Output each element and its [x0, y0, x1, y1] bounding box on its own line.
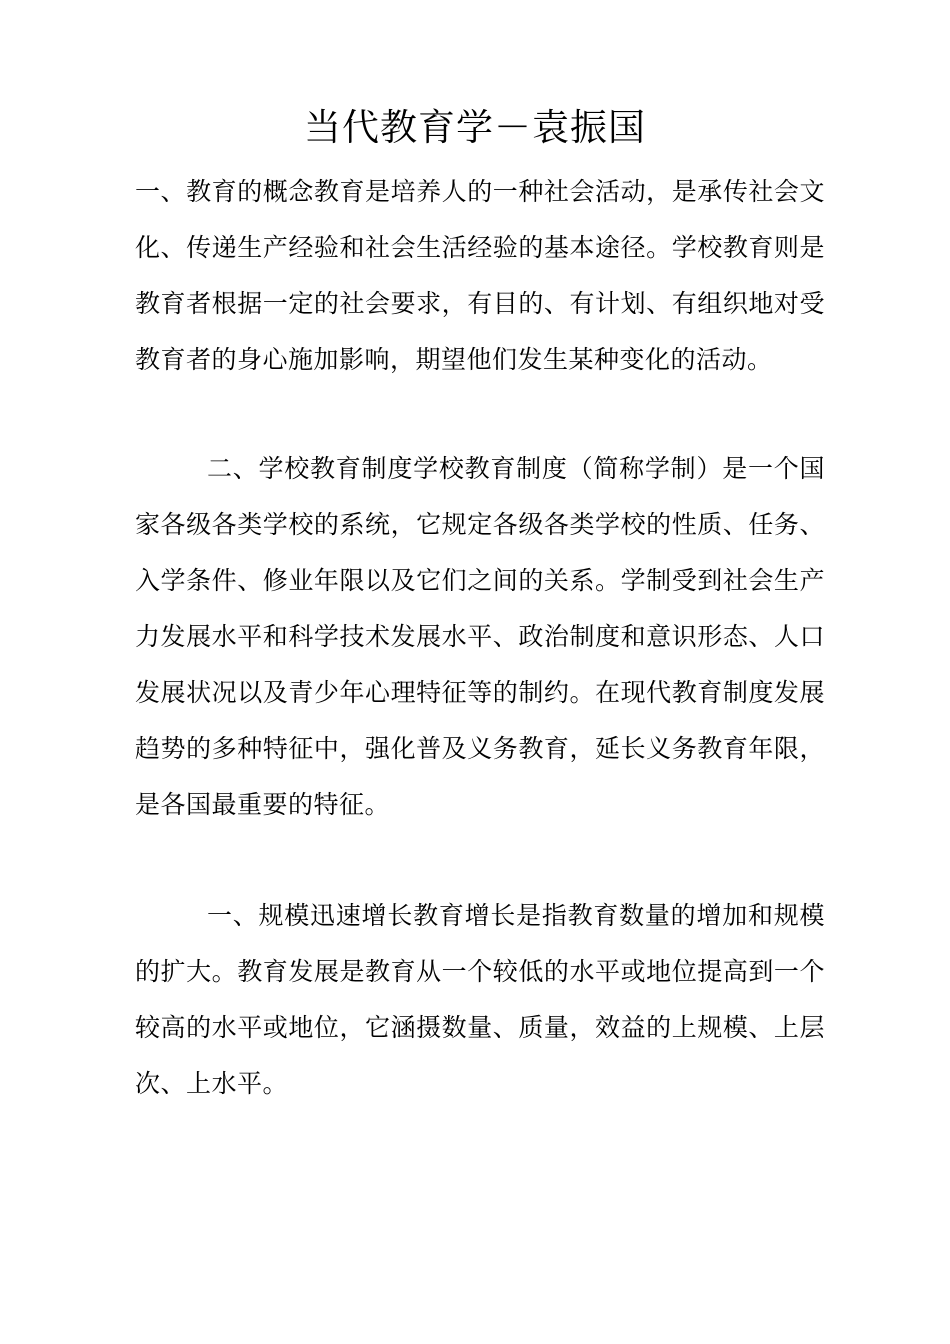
- page-title: 当代教育学－袁振国: [304, 106, 646, 149]
- paragraph-school-system: 二、学校教育制度学校教育制度（简称学制）是一个国家各级各类学校的系统，它规定各级各类学校的性质、任务、入学条件、修业年限以及它们之间的关系。学制受到社会生产力发展水平和科学技术发展水平、政治制度和意识形态、人口发展状况以及青少年心理特征等的制约。在现代教育制度发展趋势的多种特征中，强化普及义务教育，延长义务教育年限，是各国最重要的特征。: [135, 454, 825, 819]
- paragraph-scale-growth: 一、规模迅速增长教育增长是指教育数量的增加和规模的扩大。教育发展是教育从一个较低的水平或地位提高到一个较高的水平或地位，它涵摄数量、质量，效益的上规模、上层次、上水平。: [135, 901, 825, 1098]
- paragraph-education-concept: 一、教育的概念教育是培养人的一种社会活动，是承传社会文化、传递生产经验和社会生活经验的基本途径。学校教育则是教育者根据一定的社会要求，有目的、有计划、有组织地对受教育者的身心施加影响，期望他们发生某种变化的活动。: [135, 177, 825, 374]
